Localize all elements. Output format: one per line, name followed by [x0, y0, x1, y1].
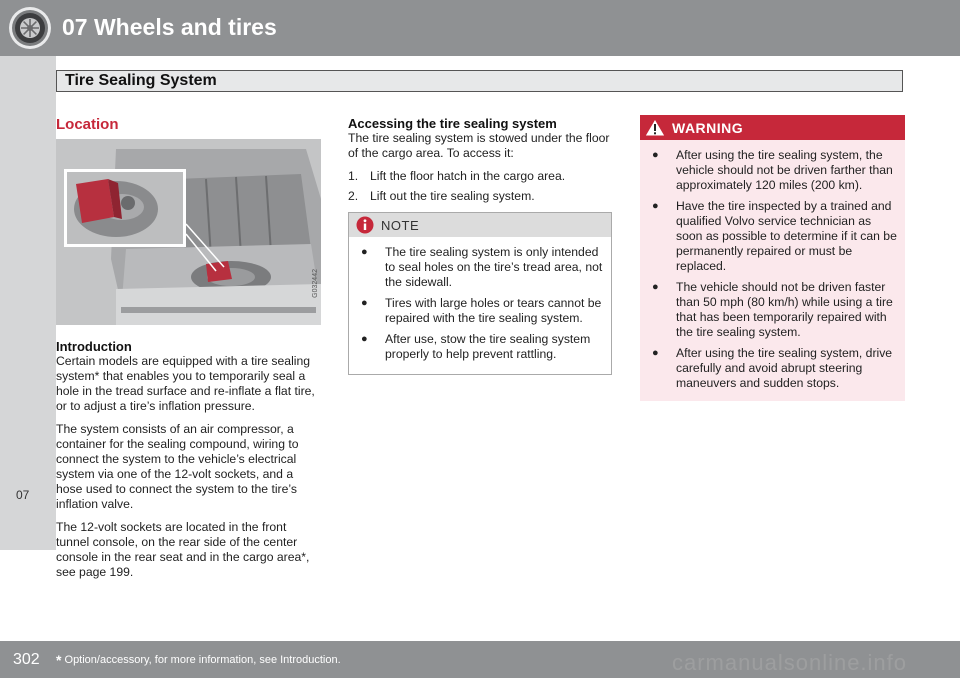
section-title: Tire Sealing System	[65, 72, 217, 89]
list-item: 1. Lift the floor hatch in the cargo area.	[348, 169, 566, 183]
chapter-side-tab	[0, 56, 56, 550]
list-item: ● After using the tire sealing system, drive carefully and avoid abrupt steering maneuvers and sudden stops.	[652, 346, 893, 390]
accessing-intro: The tire sealing system is stowed under the floor of the cargo area. To access it:	[348, 131, 610, 160]
list-item: ● Have the tire inspected by a trained and qualified Volvo service technician as soon as possible to determine if it can be permanently repaired or must be replaced.	[652, 199, 897, 273]
list-item: ● After use, stow the tire sealing system properly to help prevent rattling.	[361, 332, 591, 361]
warning-label: WARNING	[672, 120, 744, 136]
column-location	[56, 112, 321, 588]
section-bar	[56, 70, 903, 92]
note-label: NOTE	[381, 218, 420, 233]
intro-paragraph-2: The system consists of an air compressor, a container for the sealing compound, wiring to connect the system to the vehicle’s electrical system via one of the 12-volt sockets, and a hose used to connect the system to the tire’s inflation valve.	[56, 422, 299, 511]
column-accessing	[348, 112, 612, 375]
note-box	[348, 212, 612, 375]
warning-triangle-icon	[644, 118, 666, 137]
intro-paragraph-3: The 12-volt sockets are located in the front tunnel console, on the rear side of the center console in the rear seat and in the cargo area*, see page 199.	[56, 520, 310, 579]
page-number: 302	[13, 651, 40, 668]
warning-box	[640, 115, 905, 401]
chapter-header	[0, 0, 960, 56]
figure-code: G032442	[312, 269, 319, 298]
footnote: * Option/accessory, for more information, see Introduction.	[56, 652, 341, 668]
location-heading: Location	[56, 116, 119, 133]
accessing-heading: Accessing the tire sealing system	[348, 116, 557, 131]
warning-header	[640, 115, 905, 140]
watermark: carmanualsonline.info	[672, 650, 908, 675]
wheel-icon	[8, 6, 52, 50]
list-item: ● The tire sealing system is only intended to seal holes on the tire’s tread area, not the sidewall.	[361, 245, 603, 289]
list-item: 2. Lift out the tire sealing system.	[348, 189, 535, 203]
list-item: ● After using the tire sealing system, the vehicle should not be driven farther than approximately 120 miles (200 km).	[652, 148, 893, 192]
cargo-area-figure	[56, 139, 321, 325]
info-icon	[356, 216, 374, 234]
note-header	[349, 213, 611, 237]
list-item: ● The vehicle should not be driven faster than 50 mph (80 km/h) while using a tire that has been temporarily repaired with the tire sealing system.	[652, 280, 893, 339]
intro-paragraph-1: Certain models are equipped with a tire sealing system* that enables you to temporarily seal a hole in the tread surface and re-inflate a flat tire, or to adjust a tire’s inflation pressure.	[56, 354, 315, 413]
list-item: ● Tires with large holes or tears cannot be repaired with the tire sealing system.	[361, 296, 602, 325]
cargo-area-illustration	[56, 139, 321, 325]
access-steps	[348, 169, 612, 204]
chapter-title: 07 Wheels and tires	[62, 14, 277, 40]
note-list	[349, 237, 611, 374]
side-tab-number: 07	[16, 488, 30, 502]
introduction-heading: Introduction	[56, 339, 132, 354]
warning-list	[640, 140, 905, 401]
